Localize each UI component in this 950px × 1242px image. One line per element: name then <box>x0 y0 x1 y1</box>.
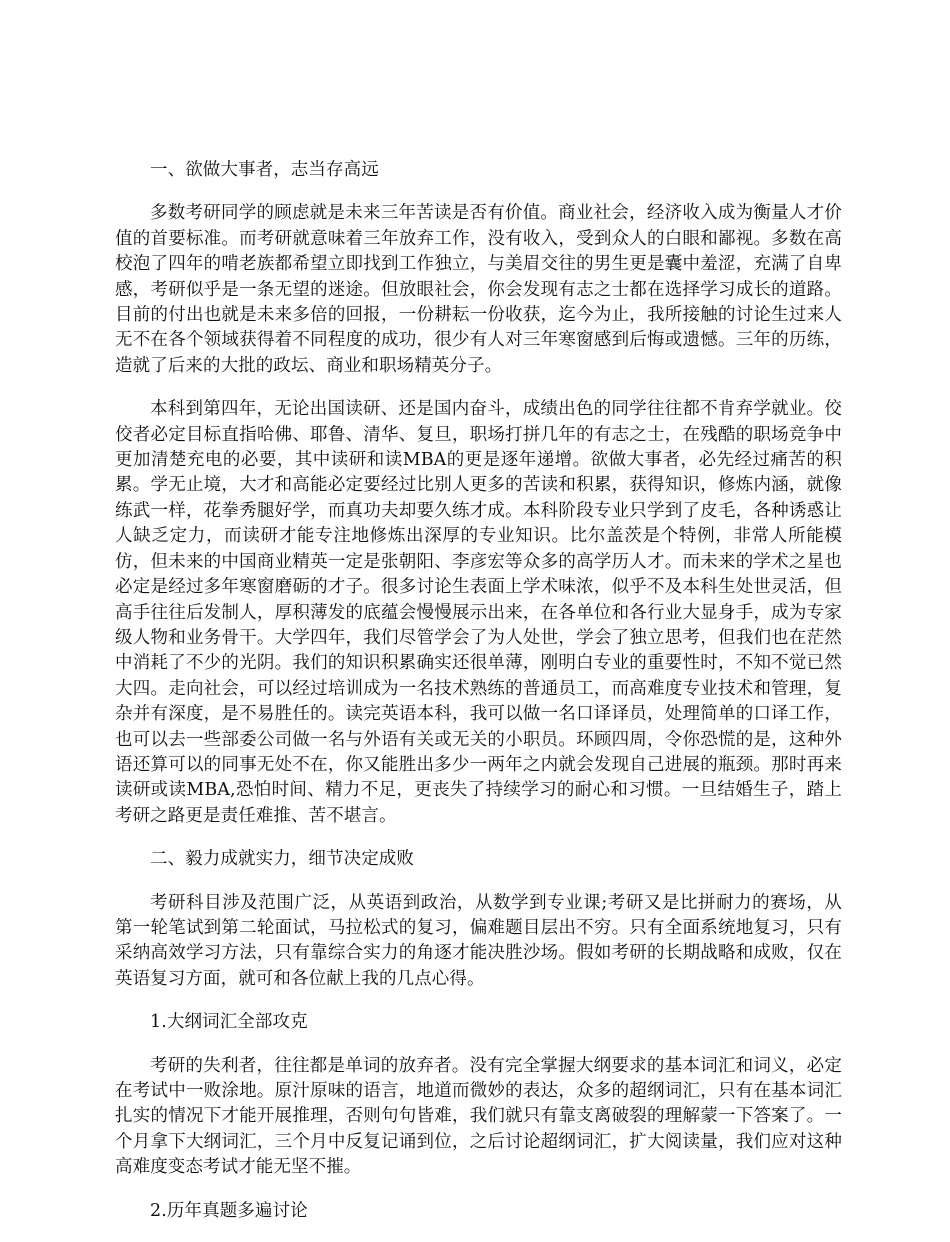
subheading-1: 1.大纲词汇全部攻克 <box>150 1012 308 1033</box>
section-heading-1: 一、欲做大事者，志当存高远 <box>150 160 379 180</box>
paragraph-4: 考研的失利者，往往都是单词的放弃者。没有完全掌握大纲要求的基本词汇和词义，必定在考试中一败涂地。原汁原味的语言，地道而微妙的表达，众多的超纲词汇，只有在基本词汇扎实的情况下才能开展推理，否则句句皆难，我们就只有靠支离破裂的理解蒙一下答案了。一个月拿下大纲词汇，三个月中反复记诵到位，之后讨论超纲词汇，扩大阅读量，我们应对这种高难度变态考试才能无坚不摧。 <box>115 1055 842 1178</box>
paragraph-2: 本科到第四年，无论出国读研、还是国内奋斗，成绩出色的同学往往都不肯弃学就业。佼佼者必定目标直指哈佛、耶鲁、清华、复旦，职场打拼几年的有志之士，在残酷的职场竞争中更加清楚充电的必要，其中读研和读MBA的更是逐年递增。欲做大事者，必先经过痛苦的积累。学无止境，大才和高能必定要经过比别人更多的苦读和积累，获得知识，修炼内涵，就像练武一样，花拳秀腿好学，而真功夫却要久练才成。本科阶段专业只学到了皮毛，各种诱惑让人缺乏定力，而读研才能专注地修炼出深厚的专业知识。比尔盖茨是个特例，非常人所能模仿，但未来的中国商业精英一定是张朝阳、李彦宏等众多的高学历人才。而未来的学术之星也必定是经过多年寒窗磨砺的才子。很多讨论生表面上学术味浓，似乎不及本科生处世灵活，但高手往往后发制人，厚积薄发的底蕴会慢慢展示出来，在各单位和各行业大显身手，成为专家级人物和业务骨干。大学四年，我们尽管学会了为人处世，学会了独立思考，但我们也在茫然中消耗了不少的光阴。我们的知识积累确实还很单薄，刚明白专业的重要性时，不知不觉已然大四。走向社会，可以经过培训成为一名技术熟练的普通员工，而高难度专业技术和管理，复杂并有深度，是不易胜任的。读完英语本科，我可以做一名口译译员，处理简单的口译工作，也可以去一些部委公司做一名与外语有关或无关的小职员。环顾四周，令你恐慌的是，这种外语还算可以的同事无处不在，你又能胜出多少一两年之内就会发现自己进展的瓶颈。那时再来读研或读MBA,恐怕时间、精力不足，更丧失了持续学习的耐心和习惯。一旦结婚生子，踏上考研之路更是责任难推、苦不堪言。 <box>115 399 842 826</box>
document-body <box>115 158 842 1242</box>
subheading-2: 2.历年真题多遍讨论 <box>150 1200 308 1221</box>
paragraph-3: 考研科目涉及范围广泛，从英语到政治，从数学到专业课;考研又是比拼耐力的赛场，从第一轮笔试到第二轮面试，马拉松式的复习，偏难题目层出不穷。只有全面系统地复习，只有采纳高效学习方法，只有靠综合实力的角逐才能决胜沙场。假如考研的长期战略和成败，仅在英语复习方面，就可和各位献上我的几点心得。 <box>115 892 842 989</box>
section-heading-2: 二、毅力成就实力，细节决定成败 <box>150 849 414 870</box>
paragraph-1: 多数考研同学的顾虑就是未来三年苦读是否有价值。商业社会，经济收入成为衡量人才价值的首要标准。而考研就意味着三年放弃工作，没有收入，受到众人的白眼和鄙视。多数在高校泡了四年的啃老族都希望立即找到工作独立，与美眉交往的男生更是囊中羞涩，充满了自卑感，考研似乎是一条无望的迷途。但放眼社会，你会发现有志之士都在选择学习成长的道路。目前的付出也就是未来多倍的回报，一份耕耘一份收获，迄今为止，我所接触的讨论生过来人无不在各个领域获得着不同程度的成功，很少有人对三年寒窗感到后悔或遗憾。三年的历练，造就了后来的大批的政坛、商业和职场精英分子。 <box>115 203 842 376</box>
